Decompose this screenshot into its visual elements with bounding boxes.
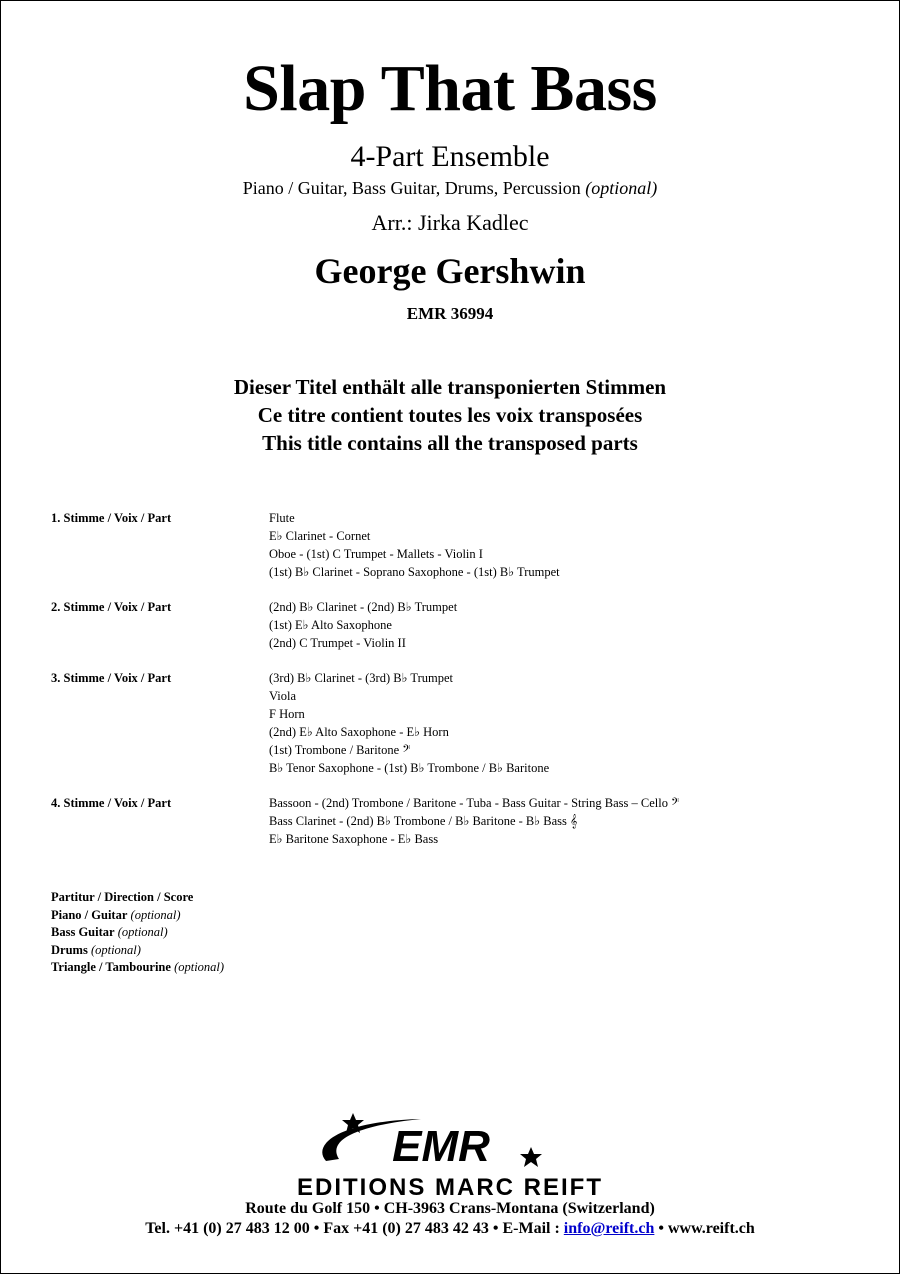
logo-text: EMR [392,1122,490,1171]
part-instruments [269,509,560,581]
instrumentation-optional: (optional) [585,178,658,198]
part-instruments [269,669,549,777]
extra-part-note: (optional) [117,925,168,939]
extra-part [51,889,224,907]
part-instrument-line: Viola [269,689,297,703]
part-group [51,598,871,652]
extra-part [51,942,224,960]
extra-part [51,959,224,977]
extra-part [51,907,224,925]
additional-parts [51,889,224,977]
arranger-credit: Arr.: Jirka Kadlec [371,210,529,235]
part-instrument-line: B♭ Tenor Saxophone - (1st) B♭ Trombone / B♭ Baritone [269,761,550,775]
piece-title: Slap That Bass [243,52,657,125]
catalog-number: EMR 36994 [406,304,494,323]
extra-part [51,924,224,942]
part-instrument-line: Bass Clarinet - (2nd) B♭ Trombone / B♭ Baritone - B♭ Bass 𝄞 [269,814,578,828]
part-instrument-line: F Horn [269,707,305,721]
extra-part-label: Partitur / Direction / Score [51,890,194,904]
part-instrument-line: (1st) E♭ Alto Saxophone [269,618,392,632]
publisher-address: Route du Golf 150 • CH-3963 Crans-Montana (Switzerland) [245,1200,655,1217]
contact-phone-fax: Tel. +41 (0) 27 483 12 00 • Fax +41 (0) 27 483 42 43 • E-Mail : [145,1220,564,1237]
part-group [51,509,871,581]
emr-logo [301,1109,571,1179]
extra-part-label: Drums [51,942,88,957]
extra-part-label: Piano / Guitar [51,907,128,922]
part-instrument-line: (3rd) B♭ Clarinet - (3rd) B♭ Trumpet [269,671,453,685]
part-instrument-line: (1st) B♭ Clarinet - Soprano Saxophone - (1st) B♭ Trumpet [269,565,560,579]
part-instrument-line: (2nd) C Trumpet - Violin II [269,636,406,650]
logo-star-icon [520,1147,542,1167]
notice-german: Dieser Titel enthält alle transponierten Stimmen [233,375,667,399]
part-group [51,669,871,777]
part-instrument-line: Oboe - (1st) C Trumpet - Mallets - Violin I [269,547,483,561]
composer-name: George Gershwin [314,251,586,291]
notice-english: This title contains all the transposed parts [262,431,638,455]
extra-part-note: (optional) [174,960,225,974]
email-link[interactable]: info@reift.ch [563,1220,655,1237]
extra-part-note: (optional) [130,907,181,922]
publisher-contact [1,1219,899,1239]
part-instrument-line: (2nd) B♭ Clarinet - (2nd) B♭ Trumpet [269,600,458,614]
part-label: 3. Stimme / Voix / Part [51,671,172,685]
notice-french: Ce titre contient toutes les voix transposées [257,403,643,427]
part-instruments [269,794,679,848]
part-instrument-line: (1st) Trombone / Baritone 𝄢 [269,743,411,757]
part-instrument-line: E♭ Clarinet - Cornet [269,529,371,543]
part-label: 2. Stimme / Voix / Part [51,600,172,614]
part-group [51,794,871,848]
extra-part-label: Bass Guitar [51,925,115,939]
part-label: 4. Stimme / Voix / Part [51,796,172,810]
part-instrument-line: E♭ Baritone Saxophone - E♭ Bass [269,832,439,846]
publisher-name: EDITIONS MARC REIFT [297,1174,603,1201]
part-instrument-line: (2nd) E♭ Alto Saxophone - E♭ Horn [269,725,449,739]
part-label: 1. Stimme / Voix / Part [51,511,172,525]
instrumentation-line [1,177,899,199]
extra-part-label: Triangle / Tambourine [51,960,171,974]
parts-list [51,509,871,865]
contact-website: • www.reift.ch [654,1220,755,1237]
part-instruments [269,598,457,652]
extra-part-note: (optional) [90,942,141,957]
transposition-notice [1,373,899,457]
instrumentation-text: Piano / Guitar, Bass Guitar, Drums, Percussion [242,178,581,198]
ensemble-subtitle: 4-Part Ensemble [350,140,550,173]
part-instrument-line: Flute [269,511,295,525]
part-instrument-line: Bassoon - (2nd) Trombone / Baritone - Tuba - Bass Guitar - String Bass – Cello 𝄢 [269,796,680,810]
